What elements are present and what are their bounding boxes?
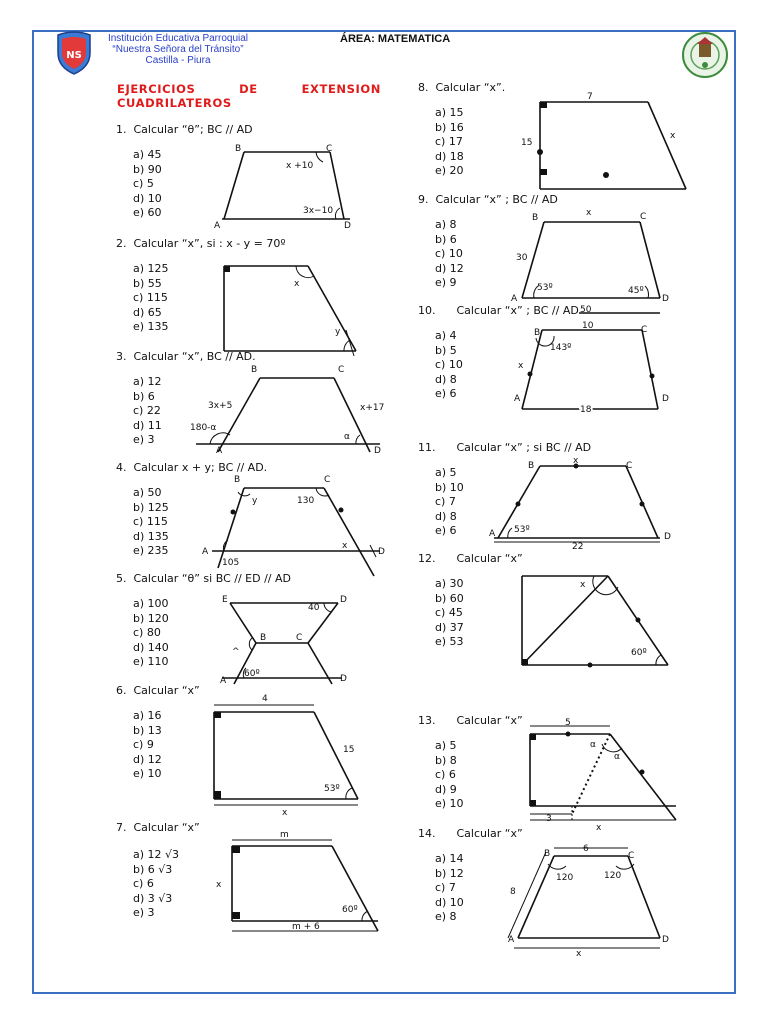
label-left: 15 xyxy=(521,138,533,148)
label-60: 60º xyxy=(244,669,260,679)
option: d) 18 xyxy=(435,149,464,163)
option: d) 10 xyxy=(133,191,162,205)
problem-12-options xyxy=(435,577,464,650)
option: d) 8 xyxy=(435,372,457,386)
option: c) 10 xyxy=(435,358,463,372)
label-D: D xyxy=(378,547,385,557)
label-D: D xyxy=(344,221,351,231)
label-x: x xyxy=(294,279,300,289)
option: d) 65 xyxy=(133,305,162,319)
option: a) 12 xyxy=(133,375,162,388)
subject-area: ÁREA: MATEMATICA xyxy=(340,33,451,45)
label-45: 45º xyxy=(628,286,644,296)
label-B: B xyxy=(251,365,258,375)
label-53: 53º xyxy=(537,283,553,293)
option: d) 9 xyxy=(435,782,457,796)
option: e) 8 xyxy=(435,910,457,924)
problem-1-figure xyxy=(210,140,360,235)
option: e) 135 xyxy=(133,320,169,334)
angle-bottom: 3x−10 xyxy=(303,206,334,216)
option: a) 50 xyxy=(133,486,162,499)
label-D: D xyxy=(664,532,671,542)
problem-9-options xyxy=(435,218,464,291)
label-B: B xyxy=(534,328,541,338)
problem-9-prompt: 9. Calcular “x” ; BC // AD xyxy=(418,193,558,206)
option: c) 9 xyxy=(133,738,154,752)
option: b) 120 xyxy=(133,611,169,625)
school-shield-logo xyxy=(56,31,92,75)
label-105: 105 xyxy=(222,558,240,568)
option: d) 12 xyxy=(133,752,162,766)
label-x: x xyxy=(573,456,579,466)
label-130: 130 xyxy=(297,496,315,506)
title-line2: CUADRILATEROS xyxy=(117,96,232,110)
label-top: 10 xyxy=(582,321,594,331)
problem-4-options xyxy=(133,486,169,559)
label-left: 3x+5 xyxy=(208,401,233,411)
label-A: A xyxy=(511,294,518,304)
option: e) 6 xyxy=(435,524,457,538)
angle-top: x +10 xyxy=(286,161,314,171)
problem-5-options xyxy=(133,597,169,670)
problem-8-options xyxy=(435,106,464,179)
option: b) 13 xyxy=(133,723,162,737)
option: c) 115 xyxy=(133,515,168,529)
label-E: E xyxy=(222,595,228,605)
label-A: A xyxy=(489,529,496,539)
label-x: x xyxy=(586,208,592,218)
option: e) 53 xyxy=(435,635,464,649)
option: c) 45 xyxy=(435,606,463,620)
problem-2-options xyxy=(133,262,169,335)
problem-2-figure xyxy=(218,258,368,358)
option: e) 6 xyxy=(435,387,457,401)
parish-seal-logo xyxy=(681,31,729,79)
option: a) 16 xyxy=(133,709,162,722)
option: d) 140 xyxy=(133,640,169,654)
problem-11-prompt: 11. Calcular “x” ; si BC // AD xyxy=(418,441,592,454)
problem-7-figure xyxy=(212,827,387,937)
option: e) 9 xyxy=(435,276,457,290)
label-B: B xyxy=(234,475,241,485)
problem-6-options xyxy=(133,709,162,782)
problem-1-prompt: 1. Calcular “θ”; BC // AD xyxy=(116,123,253,136)
label-top: 4 xyxy=(262,694,268,704)
option: e) 110 xyxy=(133,655,169,669)
label-bottom: m + 6 xyxy=(292,922,320,932)
option: a) 14 xyxy=(435,852,464,865)
label-B: B xyxy=(528,461,535,471)
label-C: C xyxy=(338,365,345,375)
option: b) 6 xyxy=(435,232,457,246)
option: c) 17 xyxy=(435,135,463,149)
option: d) 12 xyxy=(435,261,464,275)
label-side: 15 xyxy=(343,745,355,755)
label-143: 143º xyxy=(550,343,572,353)
label-angle: 53º xyxy=(324,784,340,794)
label-C: C xyxy=(324,475,331,485)
label-right: x+17 xyxy=(360,403,385,413)
school-line1: Institución Educativa Parroquial xyxy=(107,33,249,44)
problem-5-figure xyxy=(214,590,364,690)
option: e) 20 xyxy=(435,164,464,178)
problem-14-options xyxy=(435,852,464,925)
label-C: C xyxy=(296,633,303,643)
label-ext: 180-α xyxy=(190,423,217,433)
label-y: y xyxy=(335,327,341,337)
label-alpha: α xyxy=(344,432,350,442)
problem-3-prompt: 3. Calcular “x”, BC // AD. xyxy=(116,350,256,363)
title-line1: EJERCICIOS DE EXTENSION xyxy=(117,82,381,96)
problem-6-figure xyxy=(208,690,368,820)
option: a) 125 xyxy=(133,262,169,275)
label-top: 5 xyxy=(565,718,571,728)
label-A: A xyxy=(216,446,223,456)
option: c) 6 xyxy=(435,768,456,782)
problem-3-figure xyxy=(188,362,388,457)
option: e) 60 xyxy=(133,206,162,220)
label-x: x xyxy=(342,541,348,551)
label-B: B xyxy=(544,849,551,859)
option: b) 12 xyxy=(435,866,464,880)
problem-13-figure xyxy=(520,714,685,834)
label-B: B xyxy=(260,633,267,643)
option: d) 135 xyxy=(133,529,169,543)
label-53: 53º xyxy=(514,525,530,535)
label-x: x xyxy=(282,808,288,818)
label-x: x xyxy=(216,880,222,890)
problem-12-prompt: 12. Calcular “x” xyxy=(418,552,523,565)
option: c) 10 xyxy=(435,247,463,261)
label-D-bottom: D xyxy=(340,674,347,684)
option: e) 3 xyxy=(133,906,155,920)
label-x: x xyxy=(670,131,676,141)
label-m: m xyxy=(280,830,289,840)
option: e) 10 xyxy=(435,797,464,811)
option: a) 12 √3 xyxy=(133,848,180,861)
label-small: 3 xyxy=(546,814,552,824)
option: b) 125 xyxy=(133,500,169,514)
option: c) 115 xyxy=(133,291,168,305)
problem-13-options xyxy=(435,739,464,812)
option: c) 7 xyxy=(435,881,456,895)
label-A: A xyxy=(202,547,209,557)
label-C: C xyxy=(326,144,333,154)
option: d) 11 xyxy=(133,418,162,432)
label-120-right: 120 xyxy=(604,871,622,881)
label-D: D xyxy=(662,394,669,404)
problem-8-figure xyxy=(518,88,693,193)
option: b) 8 xyxy=(435,753,457,767)
problem-14-prompt: 14. Calcular “x” xyxy=(418,827,523,840)
label-x: x xyxy=(518,361,524,371)
problem-13-prompt: 13. Calcular “x” xyxy=(418,714,523,727)
label-40: 40 xyxy=(308,603,320,613)
problem-8-prompt: 8. Calcular “x”. xyxy=(418,81,506,94)
svg-text:NS: NS xyxy=(66,50,82,61)
option: b) 55 xyxy=(133,276,162,290)
option: a) 45 xyxy=(133,148,162,161)
problem-10-prompt: 10. Calcular “x” ; BC // AD xyxy=(418,304,579,317)
problem-11-figure xyxy=(480,452,680,552)
option: b) 90 xyxy=(133,162,162,176)
problem-10-options xyxy=(435,329,463,402)
option: c) 7 xyxy=(435,495,456,509)
option: c) 22 xyxy=(133,404,161,418)
problem-10-figure xyxy=(510,316,670,416)
label-bottom: 50 xyxy=(580,305,592,315)
label-60: 60º xyxy=(631,648,647,658)
option: c) 5 xyxy=(133,177,154,191)
label-C: C xyxy=(640,212,647,222)
label-top: 6 xyxy=(583,844,589,854)
label-y: y xyxy=(252,496,258,506)
label-top: 7 xyxy=(587,92,593,102)
label-B: B xyxy=(532,213,539,223)
label-D: D xyxy=(374,446,381,456)
label-x: x xyxy=(596,823,602,833)
label-alpha-2: α xyxy=(614,752,620,762)
option: d) 8 xyxy=(435,509,457,523)
label-C: C xyxy=(641,325,648,335)
problem-4-prompt: 4. Calcular x + y; BC // AD. xyxy=(116,461,268,474)
label-theta: ^ xyxy=(232,647,240,657)
option: a) 5 xyxy=(435,466,457,479)
option: b) 16 xyxy=(435,120,464,134)
option: a) 8 xyxy=(435,218,457,231)
problem-11-options xyxy=(435,466,464,539)
label-D: D xyxy=(662,294,669,304)
problem-14-figure xyxy=(500,838,680,960)
problem-2-prompt: 2. Calcular “x”, si : x - y = 70º xyxy=(116,237,286,250)
option: b) 6 √3 xyxy=(133,862,173,876)
label-bottom: 22 xyxy=(572,542,584,552)
option: b) 60 xyxy=(435,591,464,605)
option: a) 5 xyxy=(435,739,457,752)
worksheet-title xyxy=(117,82,381,110)
option: d) 37 xyxy=(435,620,464,634)
label-x: x xyxy=(576,949,582,959)
option: b) 10 xyxy=(435,480,464,494)
label-120-left: 120 xyxy=(556,873,574,883)
label-A: A xyxy=(220,676,227,686)
label-A: A xyxy=(508,935,515,945)
problem-12-figure xyxy=(514,567,679,672)
option: e) 3 xyxy=(133,433,155,447)
label-D-top: D xyxy=(340,595,347,605)
label-angle: 60º xyxy=(342,905,358,915)
label-C: C xyxy=(628,851,635,861)
problem-7-prompt: 7. Calcular “x” xyxy=(116,821,200,834)
option: d) 10 xyxy=(435,895,464,909)
option: e) 10 xyxy=(133,767,162,781)
label-left: 30 xyxy=(516,253,528,263)
problem-3-options xyxy=(133,375,162,448)
label-A: A xyxy=(514,394,521,404)
label-C: C xyxy=(626,461,633,471)
option: a) 15 xyxy=(435,106,464,119)
label-bottom: 18 xyxy=(580,405,592,415)
problem-5-prompt: 5. Calcular “θ” si BC // ED // AD xyxy=(116,572,291,585)
school-line2: “Nuestra Señora del Tránsito” xyxy=(112,44,244,55)
option: e) 235 xyxy=(133,544,169,558)
option: a) 30 xyxy=(435,577,464,590)
option: a) 100 xyxy=(133,597,169,610)
problem-1-options xyxy=(133,148,162,221)
option: b) 5 xyxy=(435,343,457,357)
option: a) 4 xyxy=(435,329,457,342)
label-D: D xyxy=(662,935,669,945)
label-x: x xyxy=(580,580,586,590)
label-A: A xyxy=(214,221,221,231)
school-name xyxy=(103,33,253,66)
option: d) 3 √3 xyxy=(133,891,173,905)
label-alpha-1: α xyxy=(590,740,596,750)
school-line3: Castilla - Piura xyxy=(145,55,211,66)
problem-9-figure xyxy=(508,204,688,319)
option: b) 6 xyxy=(133,389,155,403)
problem-6-prompt: 6. Calcular “x” xyxy=(116,684,200,697)
option: c) 80 xyxy=(133,626,161,640)
problem-4-figure xyxy=(198,474,388,579)
option: c) 6 xyxy=(133,877,154,891)
problem-7-options xyxy=(133,848,179,921)
label-B: B xyxy=(235,144,242,154)
label-side: 8 xyxy=(510,887,516,897)
